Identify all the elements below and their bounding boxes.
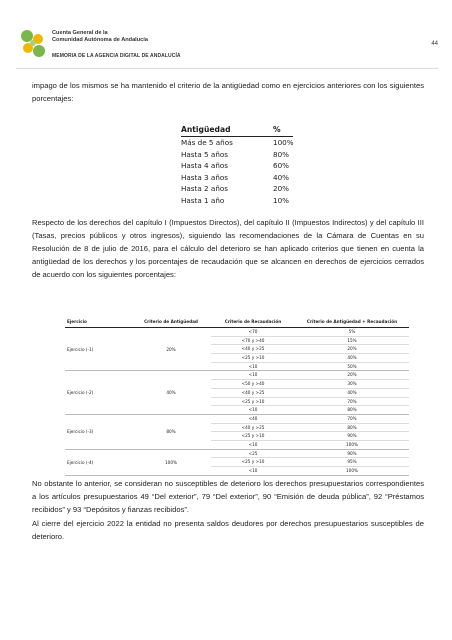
antiguedad-cell: 80% — [166, 429, 176, 435]
age-table-row — [181, 172, 293, 184]
recaudacion-column — [211, 328, 295, 370]
age-label: Hasta 5 años — [181, 149, 229, 159]
combined-cell: 100% — [346, 468, 358, 473]
paragraph-closing: Al cierre del ejercicio 2022 la entidad no presenta saldos deudores por derechos presupuestarios susceptibles de deterioro. — [32, 519, 424, 541]
age-table-row — [181, 137, 293, 149]
recaudacion-cell: <25 y >10 — [211, 432, 295, 441]
age-table-header — [181, 124, 293, 137]
recaudacion-cell: <40 y >25 — [211, 345, 295, 354]
combined-column — [295, 450, 409, 475]
combined-cell: 100% — [346, 441, 358, 447]
age-pct: 60% — [273, 161, 289, 170]
age-table-row — [181, 160, 293, 172]
recaudacion-column — [211, 371, 295, 413]
ejercicio-cell: Ejercicio (-2) — [67, 390, 94, 396]
age-table-row — [181, 195, 293, 207]
combined-cell: 80% — [295, 424, 409, 433]
combined-cell: 80% — [347, 407, 357, 413]
ejercicio-cell: Ejercicio (-1) — [67, 346, 94, 352]
recaudacion-cell: <10 — [211, 371, 295, 380]
org-line-2: Comunidad Autónoma de Andalucía — [52, 36, 148, 43]
age-label: Hasta 1 año — [181, 195, 225, 205]
criteria-group — [65, 450, 409, 476]
antiguedad-cell: 40% — [166, 390, 176, 396]
combined-cell: 30% — [295, 380, 409, 389]
age-label: Hasta 4 años — [181, 161, 229, 170]
header-divider — [16, 68, 438, 69]
combined-cell: 70% — [295, 398, 409, 407]
paragraph-intro: impago de los mismos se ha mantenido el criterio de la antigüedad como en ejercicios anteriores con los siguientes porcentajes: — [32, 81, 424, 103]
criteria-group — [65, 371, 409, 414]
col-combined: Criterio de Antigüedad + Recaudación — [306, 319, 398, 324]
combined-column — [295, 371, 409, 413]
combined-cell: 20% — [295, 371, 409, 380]
age-pct: 20% — [273, 184, 289, 193]
agency-logo-icon — [18, 26, 48, 62]
paragraph-exceptions: No obstante lo anterior, se consideran no susceptibles de deterioro los derechos presupuestarios correspondientes a los artículos presupuestarios 49 “Del exterior”, 79 “Del exterior”, 90 “Emisión de deuda pública”, 92 “Préstamos recibidos” y 93 “Depósitos y fianzas recibidos”. — [32, 479, 424, 514]
recaudacion-cell: <40 — [211, 415, 295, 424]
antiguedad-cell: 20% — [166, 346, 176, 352]
combined-cell: 90% — [295, 450, 409, 459]
combined-column — [295, 328, 409, 370]
combined-column — [295, 415, 409, 449]
recaudacion-column — [211, 415, 295, 449]
org-line-1: Cuenta General de la — [52, 30, 108, 36]
recaudacion-cell: <10 — [248, 363, 258, 369]
criteria-table-header — [65, 318, 409, 328]
age-table-row — [181, 183, 293, 195]
recaudacion-cell: <10 — [248, 407, 258, 413]
page-header — [18, 26, 438, 66]
recaudacion-cell: <50 y >40 — [211, 380, 295, 389]
combined-cell: 15% — [295, 337, 409, 346]
age-pct: 40% — [273, 172, 289, 182]
age-label: Hasta 2 años — [181, 184, 229, 193]
recaudacion-cell: <40 y >25 — [211, 389, 295, 398]
age-pct: 80% — [273, 149, 289, 159]
age-table — [181, 124, 293, 206]
col-recaudacion: Criterio de Recaudación — [224, 319, 282, 324]
org-title — [52, 30, 148, 43]
recaudacion-cell: <70 y >40 — [211, 337, 295, 346]
ejercicio-cell: Ejercicio (-3) — [67, 429, 94, 435]
section-title: MEMORIA DE LA AGENCIA DIGITAL DE ANDALUCÍA — [52, 53, 181, 59]
age-header-label: Antigüedad — [181, 125, 231, 134]
age-header-pct: % — [273, 125, 281, 134]
criteria-table — [65, 318, 409, 476]
age-pct: 100% — [273, 138, 294, 147]
col-ejercicio: Ejercicio — [67, 319, 87, 324]
recaudacion-cell: <40 y >25 — [211, 424, 295, 433]
combined-cell: 50% — [347, 363, 357, 369]
age-label: Más de 5 años — [181, 138, 233, 147]
recaudacion-cell: <25 y >10 — [211, 458, 295, 467]
criteria-group — [65, 328, 409, 371]
combined-cell: 40% — [295, 354, 409, 363]
age-pct: 10% — [273, 195, 289, 205]
recaudacion-cell: <10 — [248, 468, 258, 473]
age-table-row — [181, 149, 293, 161]
combined-cell: 5% — [295, 328, 409, 337]
page-number: 44 — [431, 41, 438, 47]
combined-cell: 90% — [295, 432, 409, 441]
criteria-group — [65, 415, 409, 450]
combined-cell: 40% — [295, 389, 409, 398]
antiguedad-cell: 100% — [165, 459, 177, 465]
combined-cell: 95% — [295, 458, 409, 467]
col-antiguedad: Criterio de Antigüedad — [144, 319, 198, 324]
age-label: Hasta 3 años — [181, 172, 229, 182]
combined-cell: 20% — [295, 345, 409, 354]
recaudacion-column — [211, 450, 295, 475]
recaudacion-cell: <25 — [211, 450, 295, 459]
recaudacion-cell: <70 — [211, 328, 295, 337]
recaudacion-cell: <25 y >10 — [211, 354, 295, 363]
paragraph-criteria: Respecto de los derechos del capítulo I (Impuestos Directos), del capítulo II (Impuestos Indirectos) y del capítulo III (Tasas, precios públicos y otros ingresos), siguiendo las recomendaciones de la Cámara de Cuentas en su Resolución de 8 de julio de 2016, para el cálculo del deterioro se han aplicado criterios que tienen en cuenta la antigüedad de los derechos y los porcentajes de recaudación que se alcancen en derechos de ejercicios cerrados de acuerdo con los siguientes porcentajes: — [32, 218, 424, 279]
recaudacion-cell: <25 y >10 — [211, 398, 295, 407]
combined-cell: 70% — [295, 415, 409, 424]
recaudacion-cell: <10 — [248, 441, 258, 447]
ejercicio-cell: Ejercicio (-4) — [67, 459, 94, 465]
